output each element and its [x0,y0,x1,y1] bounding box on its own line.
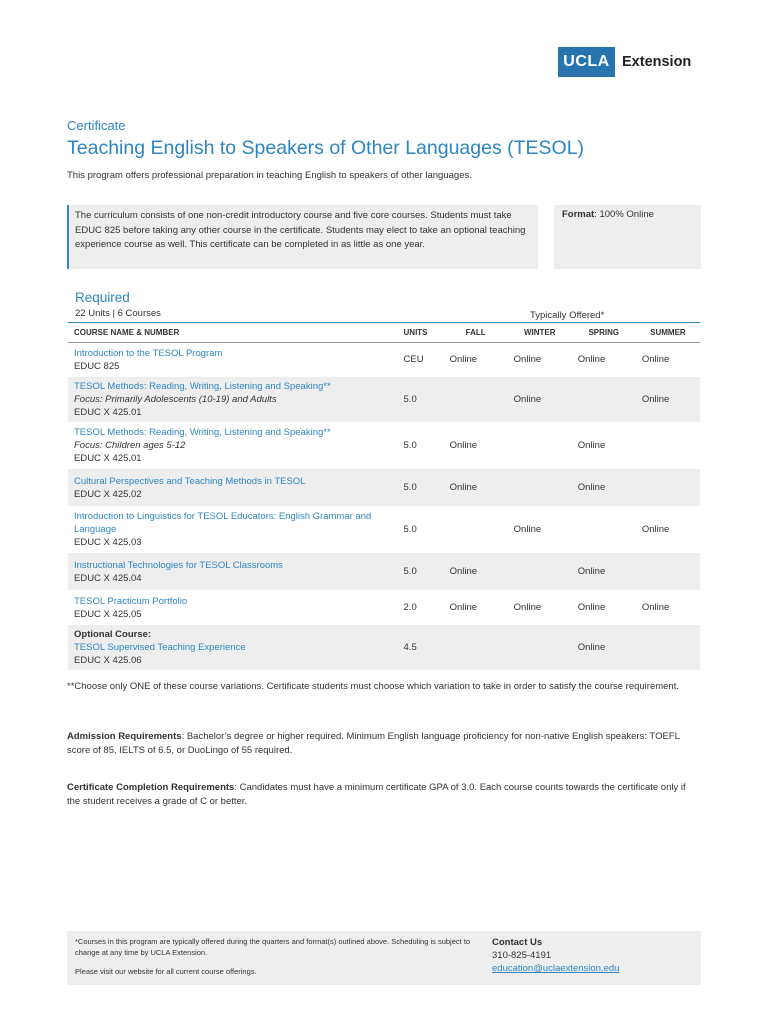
fall-cell [444,377,508,423]
units-cell: 4.5 [404,625,444,671]
summer-cell [636,423,700,469]
course-name-link[interactable]: TESOL Practicum Portfolio [74,595,188,607]
course-focus: Focus: Children ages 5-12 [74,440,186,451]
course-number: EDUC X 425.04 [74,572,142,584]
course-cell [68,377,404,423]
contact-title: Contact Us [492,937,543,948]
summer-cell [636,625,700,671]
course-number: EDUC X 425.01 [74,453,142,464]
course-number: EDUC 825 [74,360,120,372]
winter-cell: Online [513,354,542,365]
header-summer: SUMMER [636,323,700,343]
fall-cell: Online [444,553,508,591]
footer [67,931,701,985]
header-spring: SPRING [572,323,636,343]
units-cell: 5.0 [404,553,444,591]
course-cell [68,553,404,591]
format-value: : 100% Online [594,209,654,220]
summer-cell: Online [641,354,670,365]
course-cell [68,507,404,553]
contact-block [492,936,619,975]
spring-cell: Online [572,553,636,591]
header-units: UNITS [404,323,444,343]
course-number: EDUC X 425.06 [74,655,142,666]
course-cell [68,343,404,377]
table-row [68,625,700,671]
course-cell [68,625,404,671]
table-row [68,553,700,591]
fall-cell: Online [444,469,508,507]
winter-cell [508,469,572,507]
format-box [554,205,701,269]
summer-cell: Online [641,524,670,535]
spring-cell: Online [577,440,606,451]
winter-cell [508,423,572,469]
completion-label: Certificate Completion Requirements [67,782,235,793]
summer-cell: Online [636,377,700,423]
footer-website-note: Please visit our website for all current course offerings. [75,967,257,976]
course-name-link[interactable]: Introduction to Linguistics for TESOL Educators: English Grammar and Language [74,511,372,535]
curriculum-callout: The curriculum consists of one non-credit introductory course and five core courses. Students must take EDUC 825 before taking any other course in the certificate. Students may elect to take an optional teaching experience course as well. This certificate can be completed in as little as one year. [67,205,538,269]
course-number: EDUC X 425.02 [74,488,142,500]
course-name-link[interactable]: Introduction to the TESOL Program [74,347,223,359]
course-name-link[interactable]: TESOL Methods: Reading, Writing, Listening and Speaking** [74,381,331,392]
course-number: EDUC X 425.03 [74,537,142,548]
winter-cell: Online [508,377,572,423]
variation-note: **Choose only ONE of these course variations. Certificate students must choose which variation to take in order to satisfy the course requirement. [67,681,679,692]
footer-disclaimer-block [75,936,475,977]
course-number: EDUC X 425.05 [74,608,142,620]
table-row [68,591,700,625]
course-focus: Focus: Primarily Adolescents (10-19) and Adults [74,394,277,405]
spring-cell: Online [572,469,636,507]
admission-text: : Bachelor’s degree or higher required. Minimum English language proficiency for non-native English speakers: TOEFL score of 85, IELTS of 6.5, or DuoLingo of 55 required. [67,731,680,756]
winter-cell: Online [513,602,542,613]
certificate-eyebrow: Certificate [67,118,126,133]
ucla-logo-box: UCLA [558,47,615,77]
spring-cell: Online [577,602,606,613]
page-title: Teaching English to Speakers of Other Languages (TESOL) [67,137,585,159]
fall-cell [444,625,508,671]
completion-requirements [67,781,697,809]
course-name-link[interactable]: Cultural Perspectives and Teaching Methods in TESOL [74,475,306,487]
header-fall: FALL [444,323,508,343]
course-name-link[interactable]: TESOL Supervised Teaching Experience [74,642,246,653]
summer-cell [636,469,700,507]
fall-cell: Online [449,440,478,451]
course-number: EDUC X 425.01 [74,407,142,418]
optional-course-label: Optional Course: [74,629,152,640]
table-header-row [68,323,700,343]
winter-cell [508,625,572,671]
program-intro: This program offers professional preparation in teaching English to speakers of other languages. [67,170,472,181]
admission-requirements [67,730,697,758]
contact-email-link[interactable]: education@uclaextension.edu [492,963,620,974]
course-name-link[interactable]: TESOL Methods: Reading, Writing, Listening and Speaking** [74,427,331,438]
units-cell: 5.0 [403,440,417,451]
ucla-extension-logo [558,47,691,77]
spring-cell [572,507,636,553]
required-heading: Required [75,290,130,305]
completion-text: : Candidates must have a minimum certificate GPA of 3.0. Each course counts towards the certificate only if the student receives a grade of C or better. [67,782,686,807]
table-row [68,343,700,377]
footer-disclaimer: *Courses in this program are typically offered during the quarters and format(s) outlined above. Scheduling is subject to change at any time by UCLA Extension. [75,937,471,957]
table-row [68,377,700,423]
table-row [68,469,700,507]
units-cell: 2.0 [403,602,417,613]
header-winter: WINTER [508,323,572,343]
spring-cell [572,377,636,423]
extension-wordmark: Extension [622,54,692,70]
header-course: COURSE NAME & NUMBER [68,323,404,343]
spring-cell: Online [572,625,636,671]
course-cell [68,469,404,507]
required-units-courses: 22 Units | 6 Courses [75,308,161,319]
summer-cell: Online [641,602,670,613]
units-cell: 5.0 [403,524,417,535]
summer-cell [636,553,700,591]
fall-cell [444,507,508,553]
fall-cell: Online [449,354,478,365]
winter-cell: Online [513,524,542,535]
contact-phone[interactable]: 310-825-4191 [492,950,552,961]
course-cell [68,423,404,469]
typically-offered-label: Typically Offered* [530,310,605,321]
admission-label: Admission Requirements [67,731,182,742]
course-cell [68,591,404,625]
spring-cell: Online [577,354,606,365]
format-label: Format [562,209,595,220]
units-cell: 5.0 [404,469,444,507]
fall-cell: Online [449,602,478,613]
units-cell: 5.0 [404,377,444,423]
course-table [68,322,700,671]
units-cell: CEU [403,354,424,365]
table-row [68,423,700,469]
course-name-link[interactable]: Instructional Technologies for TESOL Classrooms [74,559,283,571]
winter-cell [508,553,572,591]
table-row [68,507,700,553]
